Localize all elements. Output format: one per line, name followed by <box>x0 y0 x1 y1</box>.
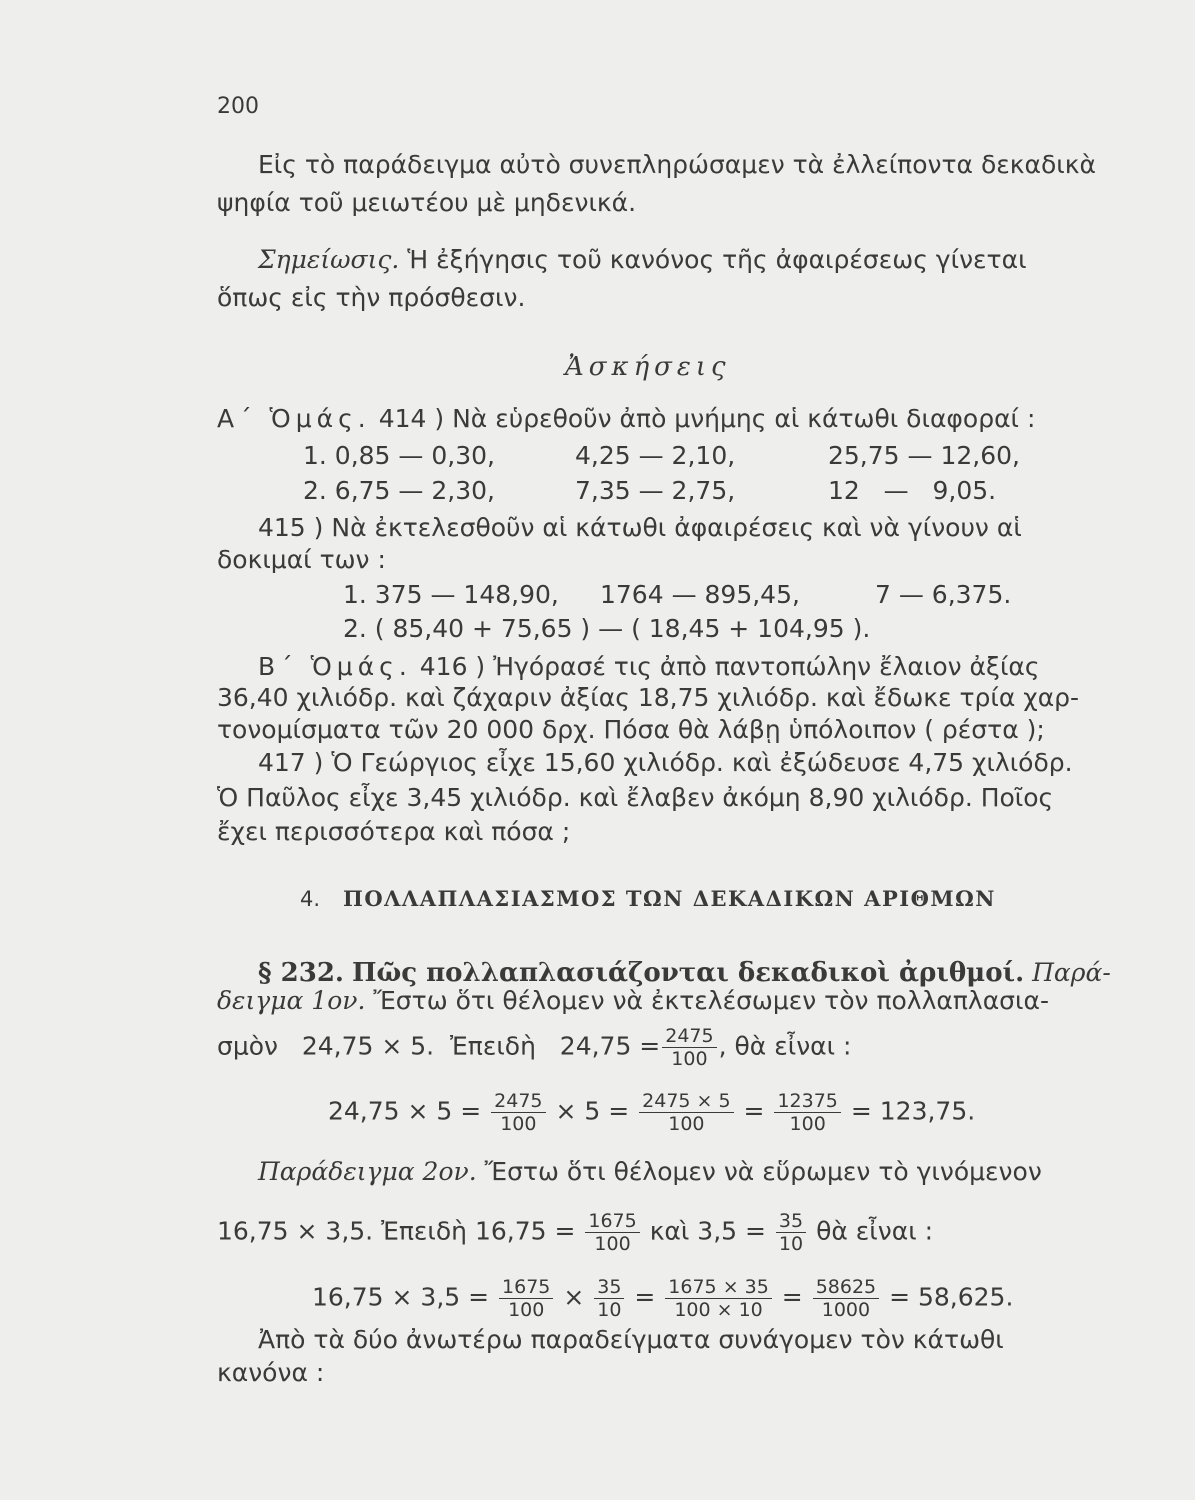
example-2-text: Ἔστω ὅτι θέλομεν νὰ εὕρωμεν τὸ γινόμενον <box>484 1157 1042 1186</box>
row4: 2. ( 85,40 + 75,65 ) — ( 18,45 + 104,95 ). <box>343 614 871 643</box>
eq2-part-b: × <box>563 1282 585 1312</box>
fraction-denominator: 100 <box>594 1233 631 1255</box>
fraction-numerator: 2475 <box>491 1090 545 1113</box>
fraction-35-10 <box>776 1210 806 1255</box>
conclusion-line-1: Ἀπὸ τὰ δύο ἀνωτέρω παραδείγματα συνάγομεν τὸν κάτωθι <box>258 1325 1004 1354</box>
fraction-numerator: 35 <box>594 1276 624 1299</box>
eq1-part-b: × 5 = <box>555 1096 630 1126</box>
note-text: Ἡ ἐξήγησις τοῦ κανόνος τῆς ἀφαιρέσεως γίνεται <box>407 245 1027 274</box>
fraction-2475-100-b <box>491 1090 545 1135</box>
fraction-58625-1000 <box>813 1276 879 1321</box>
row3-col3: 7 — 6,375. <box>875 580 1012 609</box>
example-1-text-a: σμὸν 24,75 × 5. Ἐπειδὴ 24,75 = <box>217 1031 661 1061</box>
note-label: Σημείωσις. <box>258 245 400 274</box>
exercise-416-line-2: 36,40 χιλιόδρ. καὶ ζάχαριν ἀξίας 18,75 χιλιόδρ. καὶ ἔδωκε τρία χαρ- <box>217 683 1080 712</box>
note-line-2: ὅπως εἰς τὴν πρόσθεσιν. <box>217 283 526 312</box>
example-2-text-c: θὰ εἶναι : <box>816 1216 934 1246</box>
eq2-part-e: = 58,625. <box>889 1282 1014 1312</box>
equation-2 <box>312 1276 1013 1321</box>
example-1-label-b: δειγμα 1ον. <box>217 986 366 1015</box>
fraction-denominator: 100 × 10 <box>674 1299 763 1321</box>
eq2-part-d: = <box>781 1282 803 1312</box>
exercises-heading: Ἀσκήσεις <box>565 352 731 382</box>
example-2-line-1 <box>258 1157 1042 1187</box>
group-a-label: Α΄ Ὁμάς. <box>217 404 371 433</box>
equation-1 <box>328 1090 975 1135</box>
exercise-417-line-1: 417 ) Ὁ Γεώργιος εἶχε 15,60 χιλιόδρ. καὶ ἐξώδευσε 4,75 χιλιόδρ. <box>258 748 1073 777</box>
eq1-part-d: = 123,75. <box>850 1096 976 1126</box>
fraction-denominator: 100 <box>789 1113 826 1135</box>
fraction-denominator: 1000 <box>821 1299 871 1321</box>
exercise-415-line-1: 415 ) Νὰ ἐκτελεσθοῦν αἱ κάτωθι ἀφαιρέσεις καὶ νὰ γίνουν αἱ <box>258 513 1022 542</box>
section-title: ΠΟΛΛΑΠΛΑΣΙΑΣΜΟΣ ΤΩΝ ΔΕΚΑΔΙΚΩΝ ΑΡΙΘΜΩΝ <box>343 886 997 911</box>
eq2-part-c: = <box>634 1282 656 1312</box>
example-1-text-b: , θὰ εἶναι : <box>718 1031 852 1061</box>
exercise-417-line-3: ἔχει περισσότερα καὶ πόσα ; <box>217 817 571 846</box>
fraction-numerator: 1675 <box>499 1276 553 1299</box>
eq1-part-c: = <box>743 1096 765 1126</box>
paragraph-title: Πῶς πολλαπλασιάζονται δεκαδικοὶ ἀριθμοί. <box>351 958 1025 988</box>
row3-col1: 1. 375 — 148,90, <box>343 580 559 609</box>
paragraph-number: § 232. <box>258 958 344 988</box>
exercise-416-line-1 <box>258 652 1040 682</box>
exercise-414 <box>217 404 1035 434</box>
fraction-denominator: 100 <box>500 1113 537 1135</box>
fraction-numerator: 35 <box>776 1210 806 1233</box>
paragraph-232-heading <box>258 958 1111 988</box>
example-2-text-b: καὶ 3,5 = <box>649 1216 766 1246</box>
exercise-416-text: 416 ) Ἠγόρασέ τις ἀπὸ παντοπώλην ἔλαιον ἀξίας <box>419 652 1040 681</box>
exercise-415-line-2: δοκιμαί των : <box>217 545 386 574</box>
example-2-line-2 <box>217 1210 933 1255</box>
fraction-numerator: 58625 <box>813 1276 879 1299</box>
example-2-label: Παράδειγμα 2ον. <box>258 1157 477 1186</box>
fraction-1675-100-b <box>499 1276 553 1321</box>
row3-col2: 1764 — 895,45, <box>600 580 800 609</box>
exercise-414-text: 414 ) Νὰ εὑρεθοῦν ἀπὸ μνήμης αἱ κάτωθι διαφοραί : <box>378 404 1036 433</box>
fraction-35-10-b <box>594 1276 624 1321</box>
group-b-label: Β΄ Ὁμάς. <box>258 652 412 681</box>
row2-col1: 2. 6,75 — 2,30, <box>303 476 495 505</box>
example-2-text-a: 16,75 × 3,5. Ἐπειδὴ 16,75 = <box>217 1216 576 1246</box>
row2-col3: 12 — 9,05. <box>828 476 997 505</box>
row1-col1: 1. 0,85 — 0,30, <box>303 441 495 470</box>
fraction-denominator: 10 <box>597 1299 622 1321</box>
fraction-2475-100 <box>662 1025 716 1070</box>
fraction-denominator: 100 <box>508 1299 545 1321</box>
eq2-part-a: 16,75 × 3,5 = <box>312 1282 490 1312</box>
section-number: 4. <box>300 887 321 911</box>
eq1-part-a: 24,75 × 5 = <box>328 1096 482 1126</box>
fraction-denominator: 100 <box>668 1113 705 1135</box>
fraction-denominator: 100 <box>671 1048 708 1070</box>
row1-col2: 4,25 — 2,10, <box>575 441 736 470</box>
paragraph-232-line-3 <box>217 1025 851 1070</box>
intro-line-2: ψηφία τοῦ μειωτέου μὲ μηδενικά. <box>217 188 637 217</box>
fraction-numerator: 2475 <box>662 1025 716 1048</box>
note-line-1 <box>258 245 1027 275</box>
fraction-12375-100 <box>774 1090 840 1135</box>
fraction-numerator: 1675 <box>585 1210 639 1233</box>
exercise-416-line-3: τονομίσματα τῶν 20 000 δρχ. Πόσα θὰ λάβῃ ὑπόλοιπον ( ρέστα ); <box>217 715 1045 744</box>
intro-line-1: Εἰς τὸ παράδειγμα αὐτὸ συνεπληρώσαμεν τὰ ἐλλείποντα δεκαδικὰ <box>258 150 1096 179</box>
conclusion-line-2: κανόνα : <box>217 1358 325 1387</box>
fraction-numerator: 1675 × 35 <box>665 1276 772 1299</box>
fraction-product <box>665 1276 772 1321</box>
fraction-numerator: 12375 <box>774 1090 840 1113</box>
page-number: 200 <box>217 94 259 119</box>
row2-col2: 7,35 — 2,75, <box>575 476 736 505</box>
paragraph-232-line-2 <box>217 986 1049 1016</box>
example-1-label-a: Παρά- <box>1032 958 1111 987</box>
exercise-417-line-2: Ὁ Παῦλος εἶχε 3,45 χιλιόδρ. καὶ ἔλαβεν ἀκόμη 8,90 χιλιόδρ. Ποῖος <box>217 783 1054 812</box>
fraction-1675-100 <box>585 1210 639 1255</box>
fraction-numerator: 2475 × 5 <box>639 1090 733 1113</box>
example-1-text: Ἔστω ὅτι θέλομεν νὰ ἐκτελέσωμεν τὸν πολλαπλασια- <box>373 986 1049 1015</box>
row1-col3: 25,75 — 12,60, <box>828 441 1020 470</box>
fraction-denominator: 10 <box>778 1233 804 1255</box>
fraction-2475x5-100 <box>639 1090 733 1135</box>
